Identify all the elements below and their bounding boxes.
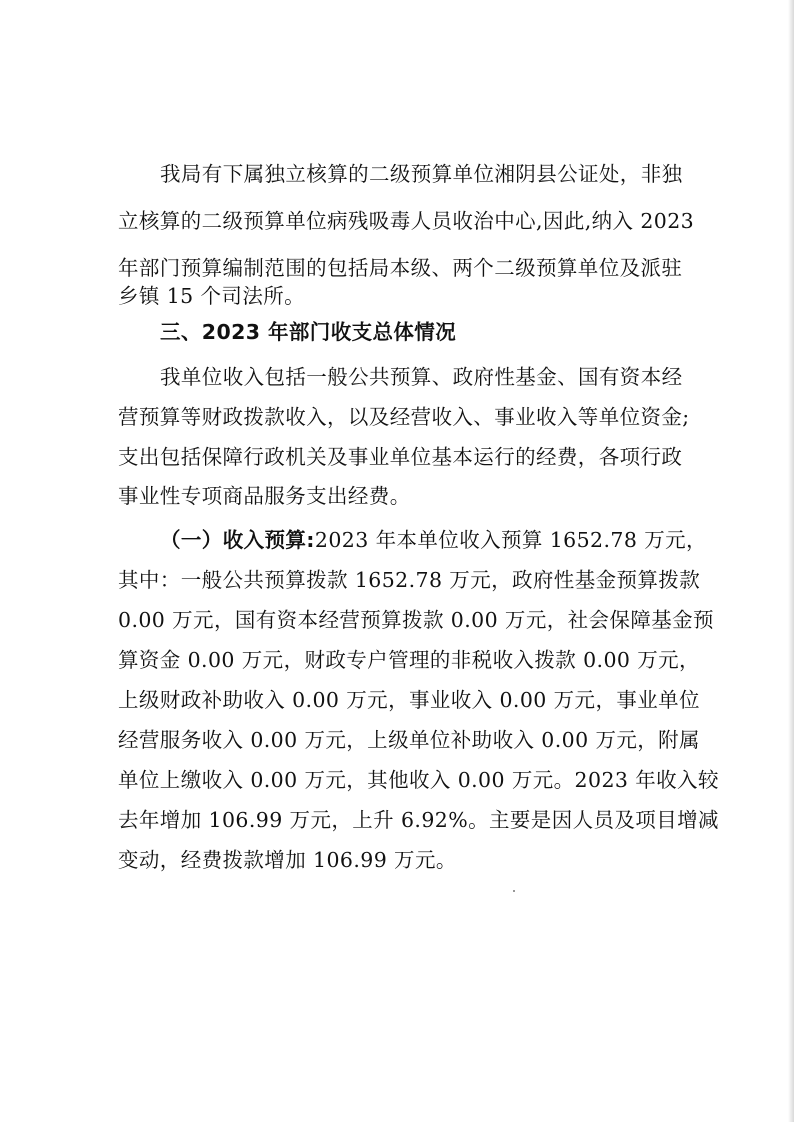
- paragraph-2-line-3: 支出包括保障行政机关及事业单位基本运行的经费，各项行政: [118, 445, 683, 469]
- paragraph-3-line-2: 其中：一般公共预算拨款 1652.78 万元，政府性基金预算拨款: [118, 568, 701, 592]
- scan-speck: [513, 890, 515, 892]
- paragraph-1-line-4: 乡镇 15 个司法所。: [118, 284, 306, 308]
- paragraph-3-line-7: 单位上缴收入 0.00 万元，其他收入 0.00 万元。2023 年收入较: [118, 768, 719, 792]
- paragraph-1-line-2: 立核算的二级预算单位病残吸毒人员收治中心,因此,纳入 2023: [118, 209, 695, 233]
- paragraph-3-line-5: 上级财政补助收入 0.00 万元，事业收入 0.00 万元，事业单位: [118, 688, 700, 712]
- paragraph-2-line-4: 事业性专项商品服务支出经费。: [118, 484, 411, 508]
- paragraph-3-line-1: [160, 520, 707, 560]
- income-budget-total: 2023 年本单位收入预算 1652.78 万元，: [314, 528, 707, 552]
- paragraph-1-line-3: 年部门预算编制范围的包括局本级、两个二级预算单位及派驻: [118, 256, 683, 280]
- paragraph-2-line-2: 营预算等财政拨款收入，以及经营收入、事业收入等单位资金;: [118, 405, 690, 429]
- paragraph-3-line-8: 去年增加 106.99 万元，上升 6.92%。主要是因人员及项目增减: [118, 808, 719, 832]
- income-budget-lead: （一）收入预算:: [160, 528, 315, 552]
- paragraph-3-line-3: 0.00 万元，国有资本经营预算拨款 0.00 万元，社会保障基金预: [118, 608, 714, 632]
- section-heading: 三、2023 年部门收支总体情况: [160, 320, 457, 344]
- scan-edge-shadow: [788, 0, 794, 1122]
- paragraph-3-line-9: 变动，经费拨款增加 106.99 万元。: [118, 848, 457, 872]
- paragraph-3-line-4: 算资金 0.00 万元，财政专户管理的非税收入拨款 0.00 万元，: [118, 648, 700, 672]
- paragraph-3-line-6: 经营服务收入 0.00 万元，上级单位补助收入 0.00 万元，附属: [118, 728, 700, 752]
- paragraph-1-line-1: 我局有下属独立核算的二级预算单位湘阴县公证处，非独: [160, 162, 683, 186]
- paragraph-2-line-1: 我单位收入包括一般公共预算、政府性基金、国有资本经: [160, 365, 683, 389]
